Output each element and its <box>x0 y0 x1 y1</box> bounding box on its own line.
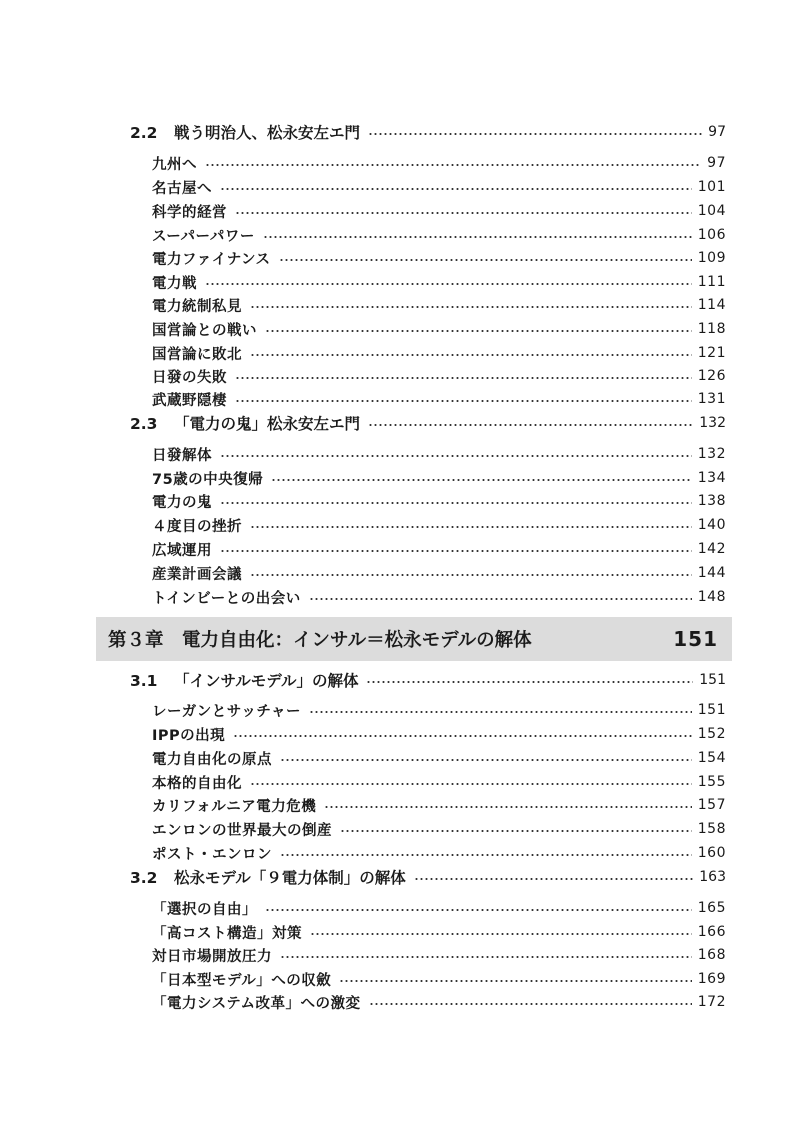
toc-entry[interactable] <box>0 698 800 722</box>
page-number: 158 <box>697 821 726 837</box>
toc-entry[interactable] <box>0 175 800 199</box>
entry-title: 電力の鬼 <box>152 494 212 511</box>
entry-title: 日發の失敗 <box>152 369 227 386</box>
dot-leader <box>250 354 692 356</box>
toc-entry[interactable] <box>0 817 800 841</box>
toc-entry[interactable] <box>0 270 800 294</box>
page-number: 132 <box>699 415 726 431</box>
dot-leader <box>220 550 692 552</box>
page-number: 97 <box>708 124 726 140</box>
toc-entry[interactable] <box>0 246 800 270</box>
toc-section-2-2[interactable] <box>0 120 800 144</box>
toc-entry[interactable] <box>0 585 800 609</box>
entry-title: 対日市場開放圧力 <box>152 948 272 965</box>
entry-title: 武蔵野隠棲 <box>152 392 227 409</box>
page-number: 109 <box>697 250 726 266</box>
dot-leader <box>220 188 692 190</box>
toc-section-2-3[interactable] <box>0 411 800 435</box>
dot-leader <box>250 783 692 785</box>
dot-leader <box>265 330 692 332</box>
entry-title: 科学的経営 <box>152 204 227 221</box>
entry-title: 電力戦 <box>152 275 197 292</box>
section-title: 3.2 松永モデル「９電力体制」の解体 <box>130 869 406 887</box>
entry-title: トインビーとの出会い <box>152 590 301 607</box>
entry-title: 75歳の中央復帰 <box>152 471 264 488</box>
page-number: 101 <box>697 179 726 195</box>
toc-entry[interactable] <box>0 722 800 746</box>
page-number: 121 <box>697 345 726 361</box>
dot-leader <box>235 400 692 402</box>
page-number: 140 <box>697 517 726 533</box>
page-number: 154 <box>697 750 726 766</box>
dot-leader <box>250 526 692 528</box>
page-number: 131 <box>697 391 726 407</box>
page-number: 148 <box>697 589 726 605</box>
dot-leader <box>220 502 692 504</box>
dot-leader <box>280 854 692 856</box>
dot-leader <box>309 598 692 600</box>
page-number: 111 <box>697 274 726 290</box>
page-number: 169 <box>697 971 726 987</box>
entry-title: 国営論に敗北 <box>152 346 242 363</box>
dot-leader <box>205 283 692 285</box>
entry-title: レーガンとサッチャー <box>152 703 301 720</box>
toc-entry[interactable] <box>0 387 800 411</box>
entry-title: 国営論との戦い <box>152 322 257 339</box>
entry-title: 「電力システム改革」への激変 <box>152 995 361 1012</box>
page-number: 106 <box>697 227 726 243</box>
dot-leader <box>250 306 692 308</box>
entry-title: カリフォルニア電力危機 <box>152 798 317 815</box>
dot-leader <box>339 980 691 982</box>
entry-title: 日發解体 <box>152 447 212 464</box>
page-number: 155 <box>697 774 726 790</box>
dot-leader <box>235 377 692 379</box>
entry-title: ポスト・エンロン <box>152 846 272 863</box>
dot-leader <box>235 212 692 214</box>
entry-title: 「選択の自由」 <box>152 901 257 918</box>
dot-leader <box>279 259 692 261</box>
dot-leader <box>265 909 692 911</box>
dot-leader <box>263 236 692 238</box>
chapter-3-heading[interactable] <box>96 617 732 661</box>
toc-entry[interactable] <box>0 967 800 991</box>
entry-title: 広域運用 <box>152 542 212 559</box>
page-number: 132 <box>697 446 726 462</box>
toc-entry[interactable] <box>0 513 800 537</box>
page-number: 151 <box>697 702 726 718</box>
entry-title: 九州へ <box>152 156 197 173</box>
toc-entry[interactable] <box>0 293 800 317</box>
page-number: 152 <box>697 726 726 742</box>
entry-title: ４度目の挫折 <box>152 518 242 535</box>
toc-entry[interactable] <box>0 199 800 223</box>
dot-leader <box>250 574 692 576</box>
toc-entry[interactable] <box>0 466 800 490</box>
page-number: 172 <box>697 994 726 1010</box>
toc-entry[interactable] <box>0 489 800 513</box>
entry-title: 名古屋へ <box>152 180 212 197</box>
dot-leader <box>324 806 691 808</box>
entry-title: 電力統制私見 <box>152 298 242 315</box>
dot-leader <box>233 735 692 737</box>
page-number: 118 <box>697 321 726 337</box>
toc-entry[interactable] <box>0 364 800 388</box>
page-number: 144 <box>697 565 726 581</box>
toc-entry[interactable] <box>0 341 800 365</box>
page-number: 157 <box>697 797 726 813</box>
page-number: 160 <box>697 845 726 861</box>
entry-title: 産業計画会議 <box>152 566 242 583</box>
toc-entry[interactable] <box>0 442 800 466</box>
page-number: 142 <box>697 541 726 557</box>
toc-section-3-1[interactable] <box>0 668 800 692</box>
toc-entry[interactable] <box>0 223 800 247</box>
page-number: 168 <box>697 947 726 963</box>
entry-title: 「高コスト構造」対策 <box>152 925 302 942</box>
dot-leader <box>310 933 692 935</box>
dot-leader <box>280 956 692 958</box>
dot-leader <box>369 1003 692 1005</box>
toc-entry[interactable] <box>0 151 800 175</box>
toc-entry[interactable] <box>0 990 800 1014</box>
toc-entry[interactable] <box>0 317 800 341</box>
page-number: 104 <box>697 203 726 219</box>
section-title: 3.1 「インサルモデル」の解体 <box>130 672 359 690</box>
entry-title: IPPの出現 <box>152 727 226 744</box>
entry-title: 本格的自由化 <box>152 775 242 792</box>
toc-entry[interactable] <box>0 943 800 967</box>
toc-entry[interactable] <box>0 770 800 794</box>
chapter-title: 第３章 電力自由化：インサル＝松永モデルの解体 <box>108 630 532 651</box>
toc-entry[interactable] <box>0 896 800 920</box>
chapter-page-number: 151 <box>673 627 718 651</box>
dot-leader <box>368 133 702 135</box>
entry-title: スーパーパワー <box>152 228 255 245</box>
section-title: 2.2 戦う明治人、松永安左エ門 <box>130 124 361 142</box>
page-number: 114 <box>697 297 726 313</box>
dot-leader <box>220 455 692 457</box>
entry-title: 電力自由化の原点 <box>152 751 272 768</box>
page-number: 138 <box>697 493 726 509</box>
page-number: 165 <box>697 900 726 916</box>
dot-leader <box>271 479 692 481</box>
entry-title: エンロンの世界最大の倒産 <box>152 822 332 839</box>
dot-leader <box>309 711 692 713</box>
page-number: 97 <box>707 155 726 171</box>
dot-leader <box>280 759 692 761</box>
page-number: 166 <box>697 924 726 940</box>
dot-leader <box>368 424 693 426</box>
page-number: 163 <box>699 869 726 885</box>
page-number: 134 <box>697 470 726 486</box>
page-number: 126 <box>697 368 726 384</box>
toc-entry[interactable] <box>0 793 800 817</box>
dot-leader <box>205 164 701 166</box>
page-number: 151 <box>699 672 726 688</box>
entry-title: 「日本型モデル」への収斂 <box>152 972 332 989</box>
section-title: 2.3 「電力の鬼」松永安左エ門 <box>130 415 361 433</box>
toc-entry[interactable] <box>0 920 800 944</box>
dot-leader <box>414 878 694 880</box>
toc-section-3-2[interactable] <box>0 865 800 889</box>
toc-entry[interactable] <box>0 537 800 561</box>
dot-leader <box>340 830 692 832</box>
entry-title: 電力ファイナンス <box>152 251 271 268</box>
toc-entry[interactable] <box>0 746 800 770</box>
dot-leader <box>366 681 693 683</box>
toc-entry[interactable] <box>0 561 800 585</box>
toc-entry[interactable] <box>0 841 800 865</box>
